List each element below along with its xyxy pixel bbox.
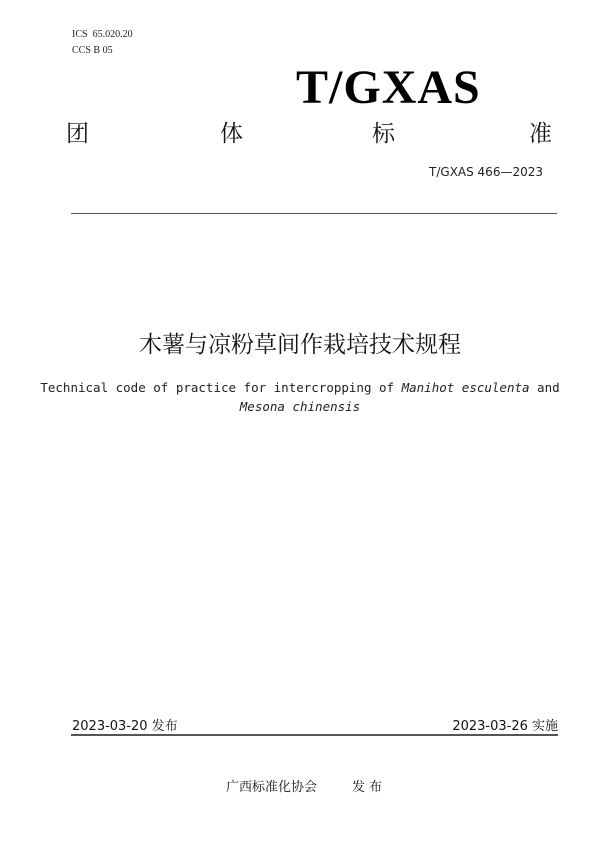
ccs-label: CCS: [72, 45, 91, 56]
title-english: [0, 378, 600, 416]
issue-date: 2023-03-20 发布: [72, 719, 178, 734]
title-chinese: 木薯与凉粉草间作栽培技术规程: [139, 332, 461, 358]
ics-value: 65.020.20: [92, 29, 133, 40]
implementation-date: 2023-03-26 实施: [452, 719, 558, 734]
footer-divider: [71, 734, 558, 736]
ics-code: [72, 29, 133, 40]
standard-type-char-2: 体: [220, 121, 243, 147]
title-english-prefix: Technical code of practice for intercropping of: [40, 380, 402, 395]
publisher-name: 广西标准化协会: [226, 780, 318, 795]
ccs-value: B 05: [93, 45, 113, 56]
standard-number: T/GXAS 466—2023: [429, 165, 543, 179]
title-english-and: and: [529, 380, 560, 395]
ics-label: ICS: [72, 29, 88, 40]
header-divider: [71, 213, 557, 214]
standard-type-char-3: 标: [372, 121, 395, 147]
standard-type-char-4: 准: [529, 121, 552, 147]
standard-type-char-1: 团: [66, 121, 89, 147]
ccs-code: [72, 45, 113, 56]
title-english-species-2: Mesona chinensis: [239, 399, 361, 414]
publisher-action: 发 布: [352, 780, 383, 795]
organization-logo: T/GXAS: [296, 61, 481, 114]
title-english-species-1: Manihot esculenta: [401, 380, 530, 395]
